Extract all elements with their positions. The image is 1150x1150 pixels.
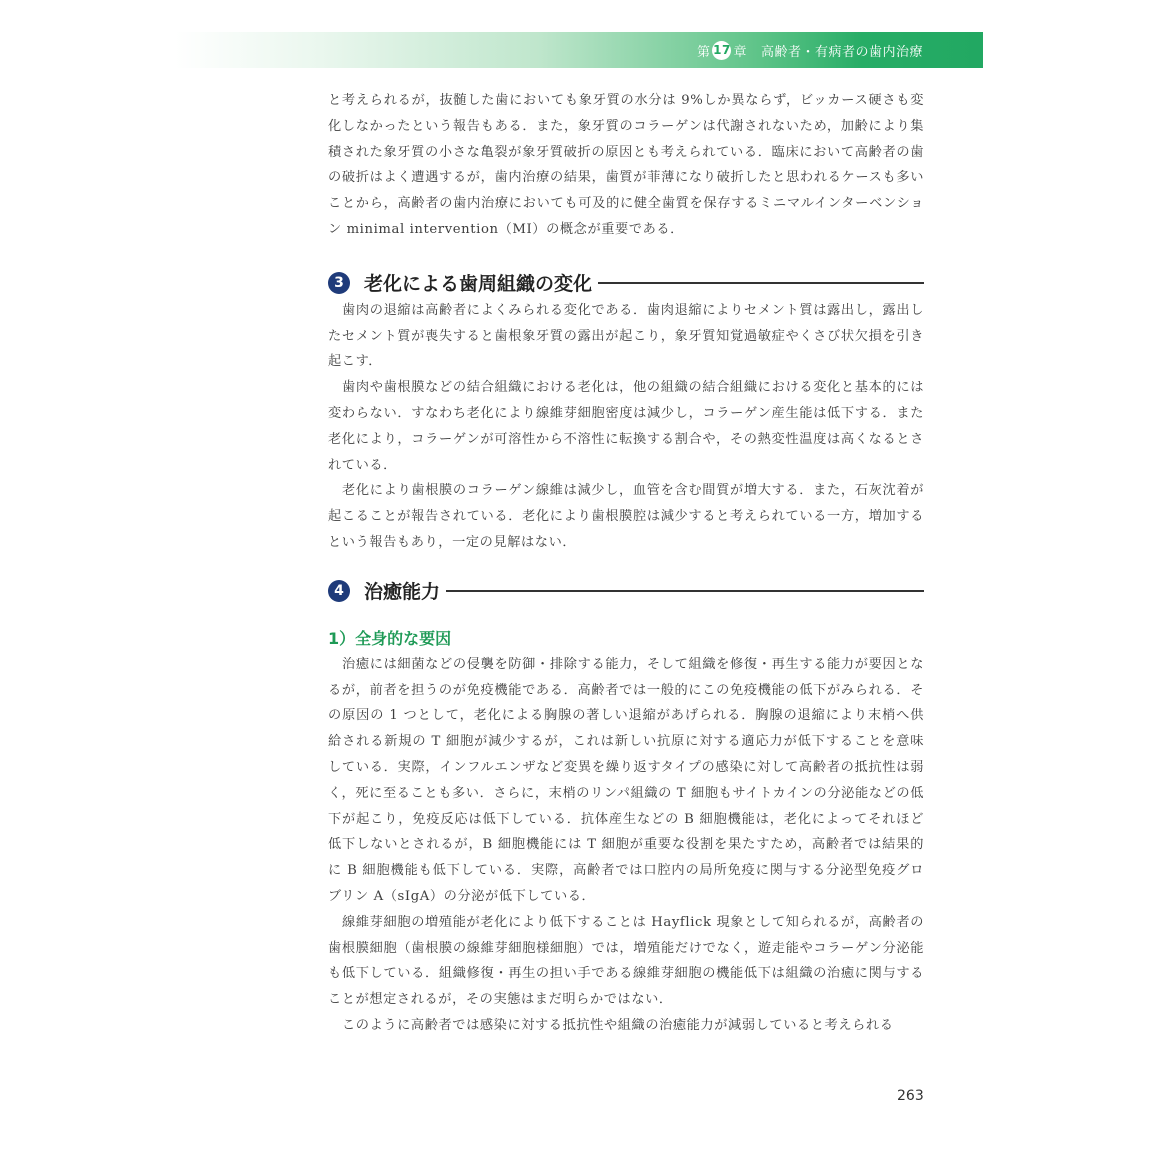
section-title: 治癒能力 <box>364 581 441 604</box>
chapter-number-badge: 17 <box>712 41 731 60</box>
subsection-heading: 1）全身的な要因 <box>328 628 452 648</box>
section-3-paragraph: 歯肉や歯根膜などの結合組織における老化は，他の組織の結合組織における変化と基本的には変わらない．すなわち老化により線維芽細胞密度は減少し，コラーゲン産生能は低下する．また老化により，コラーゲンが可溶性から不溶性に転換する割合や，その熱変性温度は高くなるとされている． <box>328 380 924 473</box>
chapter-prefix: 第 <box>696 44 711 60</box>
chapter-suffix: 章 <box>733 44 747 60</box>
chapter-header-band <box>175 32 983 68</box>
section-rule <box>446 590 924 592</box>
section-4-heading <box>328 576 924 606</box>
intro-paragraph: と考えられるが，抜髄した歯においても象牙質の水分は 9%しか異ならず，ビッカース硬さも変化しなかったという報告もある．また，象牙質のコラーゲンは代謝されないため，加齢により集積された象牙質の小さな亀裂が象牙質破折の原因とも考えられている．臨床において高齢者の歯の破折はよく遭遇するが，歯内治療の結果，歯質が菲薄になり破折したと思われるケースも多いことから，高齢者の歯内治療においても可及的に健全歯質を保存するミニマルインターベンション minimal intervention（MI）の概念が重要である． <box>328 93 924 237</box>
subsection-paragraph: 治癒には細菌などの侵襲を防御・排除する能力，そして組織を修復・再生する能力が要因となるが，前者を担うのが免疫機能である．高齢者では一般的にこの免疫機能の低下がみられる．その原因の 1 つとして，老化による胸腺の著しい退縮があげられる．胸腺の退縮により末梢へ供給される新規の T 細胞が減少するが，これは新しい抗原に対する適応力が低下することを意味している．実際，インフルエンザなど変異を繰り返すタイプの感染に対して高齢者の抵抗性は弱く，死に至ることも多い．さらに，末梢のリンパ組織の T 細胞もサイトカインの分泌能などの低下が起こり，免疫反応は低下している．抗体産生などの B 細胞機能は，老化によってそれほど低下しないとされるが，B 細胞機能には T 細胞が重要な役割を果たすため，高齢者では結果的に B 細胞機能も低下している．実際，高齢者では口腔内の局所免疫に関与する分泌型免疫グロブリン A（sIgA）の分泌が低下している． <box>328 656 924 904</box>
page-content <box>328 88 924 1039</box>
subsection-paragraph: このように高齢者では感染に対する抵抗性や組織の治癒能力が減弱していると考えられる <box>342 1017 894 1033</box>
chapter-title: 高齢者・有病者の歯内治療 <box>760 44 923 60</box>
section-title: 老化による歯周組織の変化 <box>364 273 593 296</box>
section-3-paragraph: 老化により歯根膜のコラーゲン線維は減少し，血管を含む間質が増大する．また，石灰沈着が起こることが報告されている．老化により歯根膜腔は減少すると考えられている一方，増加するという報告もあり，一定の見解はない． <box>328 483 924 550</box>
page-number: 263 <box>897 1088 924 1104</box>
section-number-badge: 3 <box>328 272 350 294</box>
section-rule <box>598 282 924 284</box>
chapter-header <box>697 32 923 68</box>
section-number-badge: 4 <box>328 580 350 602</box>
section-3-heading <box>328 268 924 298</box>
section-3-paragraph: 歯肉の退縮は高齢者によくみられる変化である．歯肉退縮によりセメント質は露出し，露出したセメント質が喪失すると歯根象牙質の露出が起こり，象牙質知覚過敏症やくさび状欠損を引き起こす． <box>328 302 924 370</box>
subsection-paragraph: 線維芽細胞の増殖能が老化により低下することは Hayflick 現象として知られるが，高齢者の歯根膜細胞（歯根膜の線維芽細胞様細胞）では，増殖能だけでなく，遊走能やコラーゲン分泌能も低下している．組織修復・再生の担い手である線維芽細胞の機能低下は組織の治癒に関与することが想定されるが，その実態はまだ明らかではない． <box>328 914 924 1008</box>
